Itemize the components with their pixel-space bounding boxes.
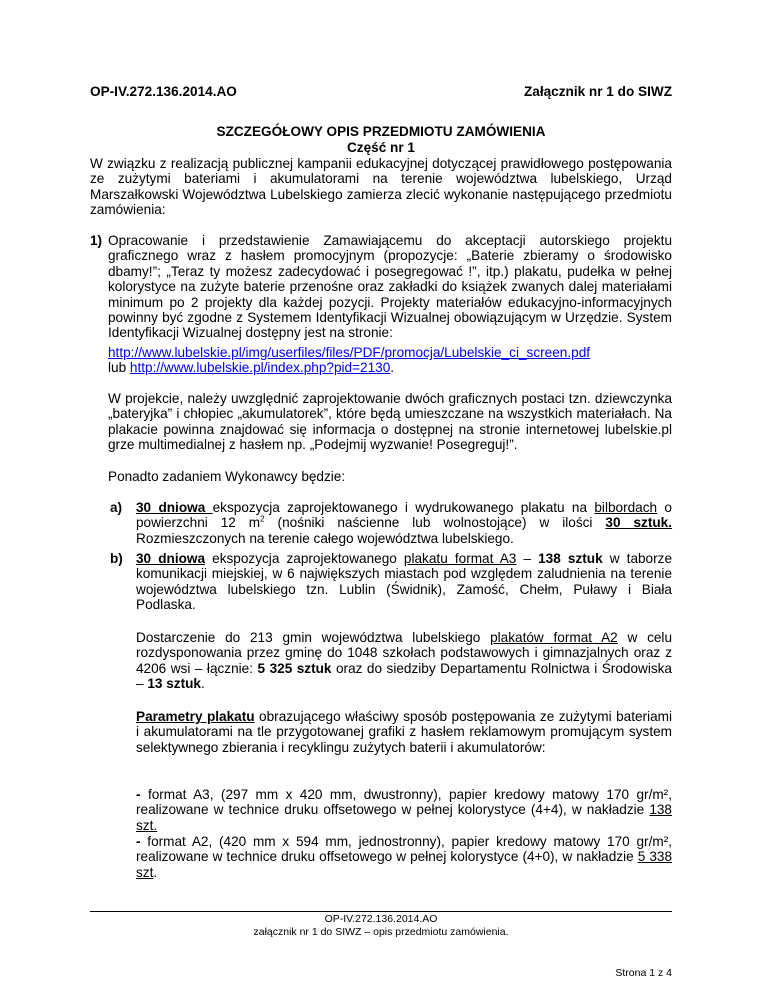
a2-spec	[136, 834, 672, 880]
a2-dash: -	[136, 834, 148, 849]
sub-b-p2-t2: w celu rozdysponowania przez gminę do 1048 szkołach podstawowych i gimnazjalnych oraz z 4206 wsi – łącznie:	[136, 630, 673, 676]
item-1-para-3: Ponadto zadaniem Wykonawcy będzie:	[108, 469, 346, 484]
link-prefix: lub	[108, 360, 130, 376]
sub-a-quantity: 30 sztuk.	[605, 515, 673, 531]
attachment-label: Załącznik nr 1 do SIWZ	[523, 84, 672, 99]
sub-b-letter: b)	[110, 551, 123, 566]
page-header	[90, 84, 672, 100]
sub-b-t2: –	[516, 551, 539, 566]
sub-b-p2-t4: .	[201, 676, 205, 692]
sub-a-letter: a)	[110, 500, 123, 515]
case-number: OP-IV.272.136.2014.AO	[90, 84, 237, 99]
sub-b-t1: ekspozycja zaprojektowanego	[205, 551, 404, 566]
a3-quantity: 138 szt.	[136, 802, 672, 833]
siw-page-link[interactable]: http://www.lubelskie.pl/index.php?pid=2130	[129, 360, 391, 376]
links-block	[108, 345, 672, 376]
sub-a-duration: 30 dniowa	[136, 500, 213, 515]
siw-pdf-link[interactable]: http://www.lubelskie.pl/img/userfiles/files/PDF/promocja/Lubelskie_ci_screen.pdf	[108, 345, 591, 360]
sub-a-sup: 2	[260, 514, 265, 524]
page-number: Strona 1 z 4	[615, 967, 672, 979]
sub-a-t3: (nośniki naścienne lub wolnostojące) w ilości	[264, 515, 606, 531]
sub-b-count: 138 sztuk	[538, 551, 603, 566]
sub-a-t4: Rozmieszczonych na terenie całego województwa lubelskiego.	[136, 530, 514, 546]
link-suffix: .	[390, 360, 395, 376]
a2-quantity: 5 338 szt	[136, 849, 672, 880]
sub-a-t2: o powierzchni 12 m	[136, 500, 672, 531]
item-number: 1)	[90, 233, 103, 248]
a2-period: .	[153, 864, 158, 880]
sub-b-poster-a3: plakatu format A3	[403, 551, 517, 566]
a3-spec-text: format A3, (297 mm x 420 mm, dwustronny), papier kredowy matowy 170 gr/m², realizowane w technice druku offsetowego w pełnej kolorystyce (4+4), w nakładzie	[136, 787, 672, 818]
document-title: SZCZEGÓŁOWY OPIS PRZEDMIOTU ZAMÓWIENIA	[216, 124, 546, 139]
sub-a-billboards: bilbordach	[594, 500, 658, 515]
sub-a-t1: ekspozycja zaprojektowanego i wydrukowanego plakatu na	[212, 500, 595, 515]
item-1-text: Opracowanie i przedstawienie Zamawiającemu do akceptacji autorskiego projektu graficznego wraz z hasłem promocyjnym (propozycje: „Baterie zbieramy o środowisko dbamy!”; „Teraz ty możesz zadecydować i posegregować !”, itp.) plakatu, pudełka w pełnej kolorystyce na zużyte baterie przenośne oraz zakładki do książek zwanych dalej materiałami minimum po 2 projekty dla każdej pozycji. Projekty materiałów edukacyjno-informacyjnych powinny być zgodne z Systemem Identyfikacji Wizualnej obowiązującym w Urzędzie. System Identyfikacji Wizualnej dostępny jest na stronie:	[108, 233, 672, 341]
document-subtitle: Część nr 1	[346, 140, 415, 155]
footer-divider	[90, 911, 672, 912]
sub-b-p2-t3: oraz do siedziby Departamentu Rolnictwa i Środowiska –	[136, 660, 672, 692]
footer-case-number: OP-IV.272.136.2014.AO	[324, 913, 438, 925]
sub-b-duration: 30 dniowa	[136, 551, 206, 566]
a2-spec-text: format A2, (420 mm x 594 mm, jednostronny), papier kredowy matowy 170 gr/m², realizowane w technice druku offsetowego w pełnej kolorystyce (4+0), w nakładzie	[136, 834, 672, 865]
poster-parameters-text: obrazującego właściwy sposób postępowania ze zużytymi bateriami i akumulatorami na tle przygotowanej grafiki z hasłem reklamowym promującym system selektywnego zbierania i recyklingu zużytych baterii i akumulatorów:	[136, 709, 673, 755]
sub-b-text	[136, 551, 672, 613]
sub-b-p2-t1: Dostarczenie do 213 gmin województwa lubelskiego	[136, 630, 491, 645]
footer-description: załącznik nr 1 do SIWZ – opis przedmiotu zamówienia.	[253, 926, 509, 938]
a3-spec	[136, 787, 672, 833]
a3-dash: -	[136, 787, 148, 802]
sub-b-t3: w taborze komunikacji miejskiej, w 6 największych miastach pod względem zaludnienia na terenie województwa lubelskiego tzn. Lublin (Świdnik), Zamość, Chełm, Puławy i Biała Podlaska.	[136, 551, 673, 613]
sub-b-total: 5 325 sztuk	[257, 660, 332, 676]
sub-b-dept-count: 13 sztuk	[147, 676, 201, 692]
poster-parameters	[136, 709, 672, 755]
sub-a-text	[136, 500, 672, 546]
poster-parameters-label: Parametry plakatu	[136, 709, 255, 724]
sub-b-para-2	[136, 630, 672, 692]
intro-paragraph: W związku z realizacją publicznej kampanii edukacyjnej dotyczącej prawidłowego postępowania ze zużytymi bateriami i akumulatorami na terenie województwa lubelskiego, Urząd Marszałkowski Województwa Lubelskiego zamierza zlecić wykonanie następującego przedmiotu zamówienia:	[90, 156, 672, 218]
item-1-para-2: W projekcie, należy uwzględnić zaprojektowanie dwóch graficznych postaci tzn. dziewczynka „bateryjka” i chłopiec „akumulatorek”, które będą umieszczane na wszystkich materiałach. Na plakacie powinna znajdować się informacja o dostępnej na stronie internetowej lubelskie.pl grze multimedialnej z hasłem np. „Podejmij wyzwanie! Posegreguj!”.	[108, 391, 672, 453]
sub-b-poster-a2: plakatów format A2	[490, 630, 618, 645]
